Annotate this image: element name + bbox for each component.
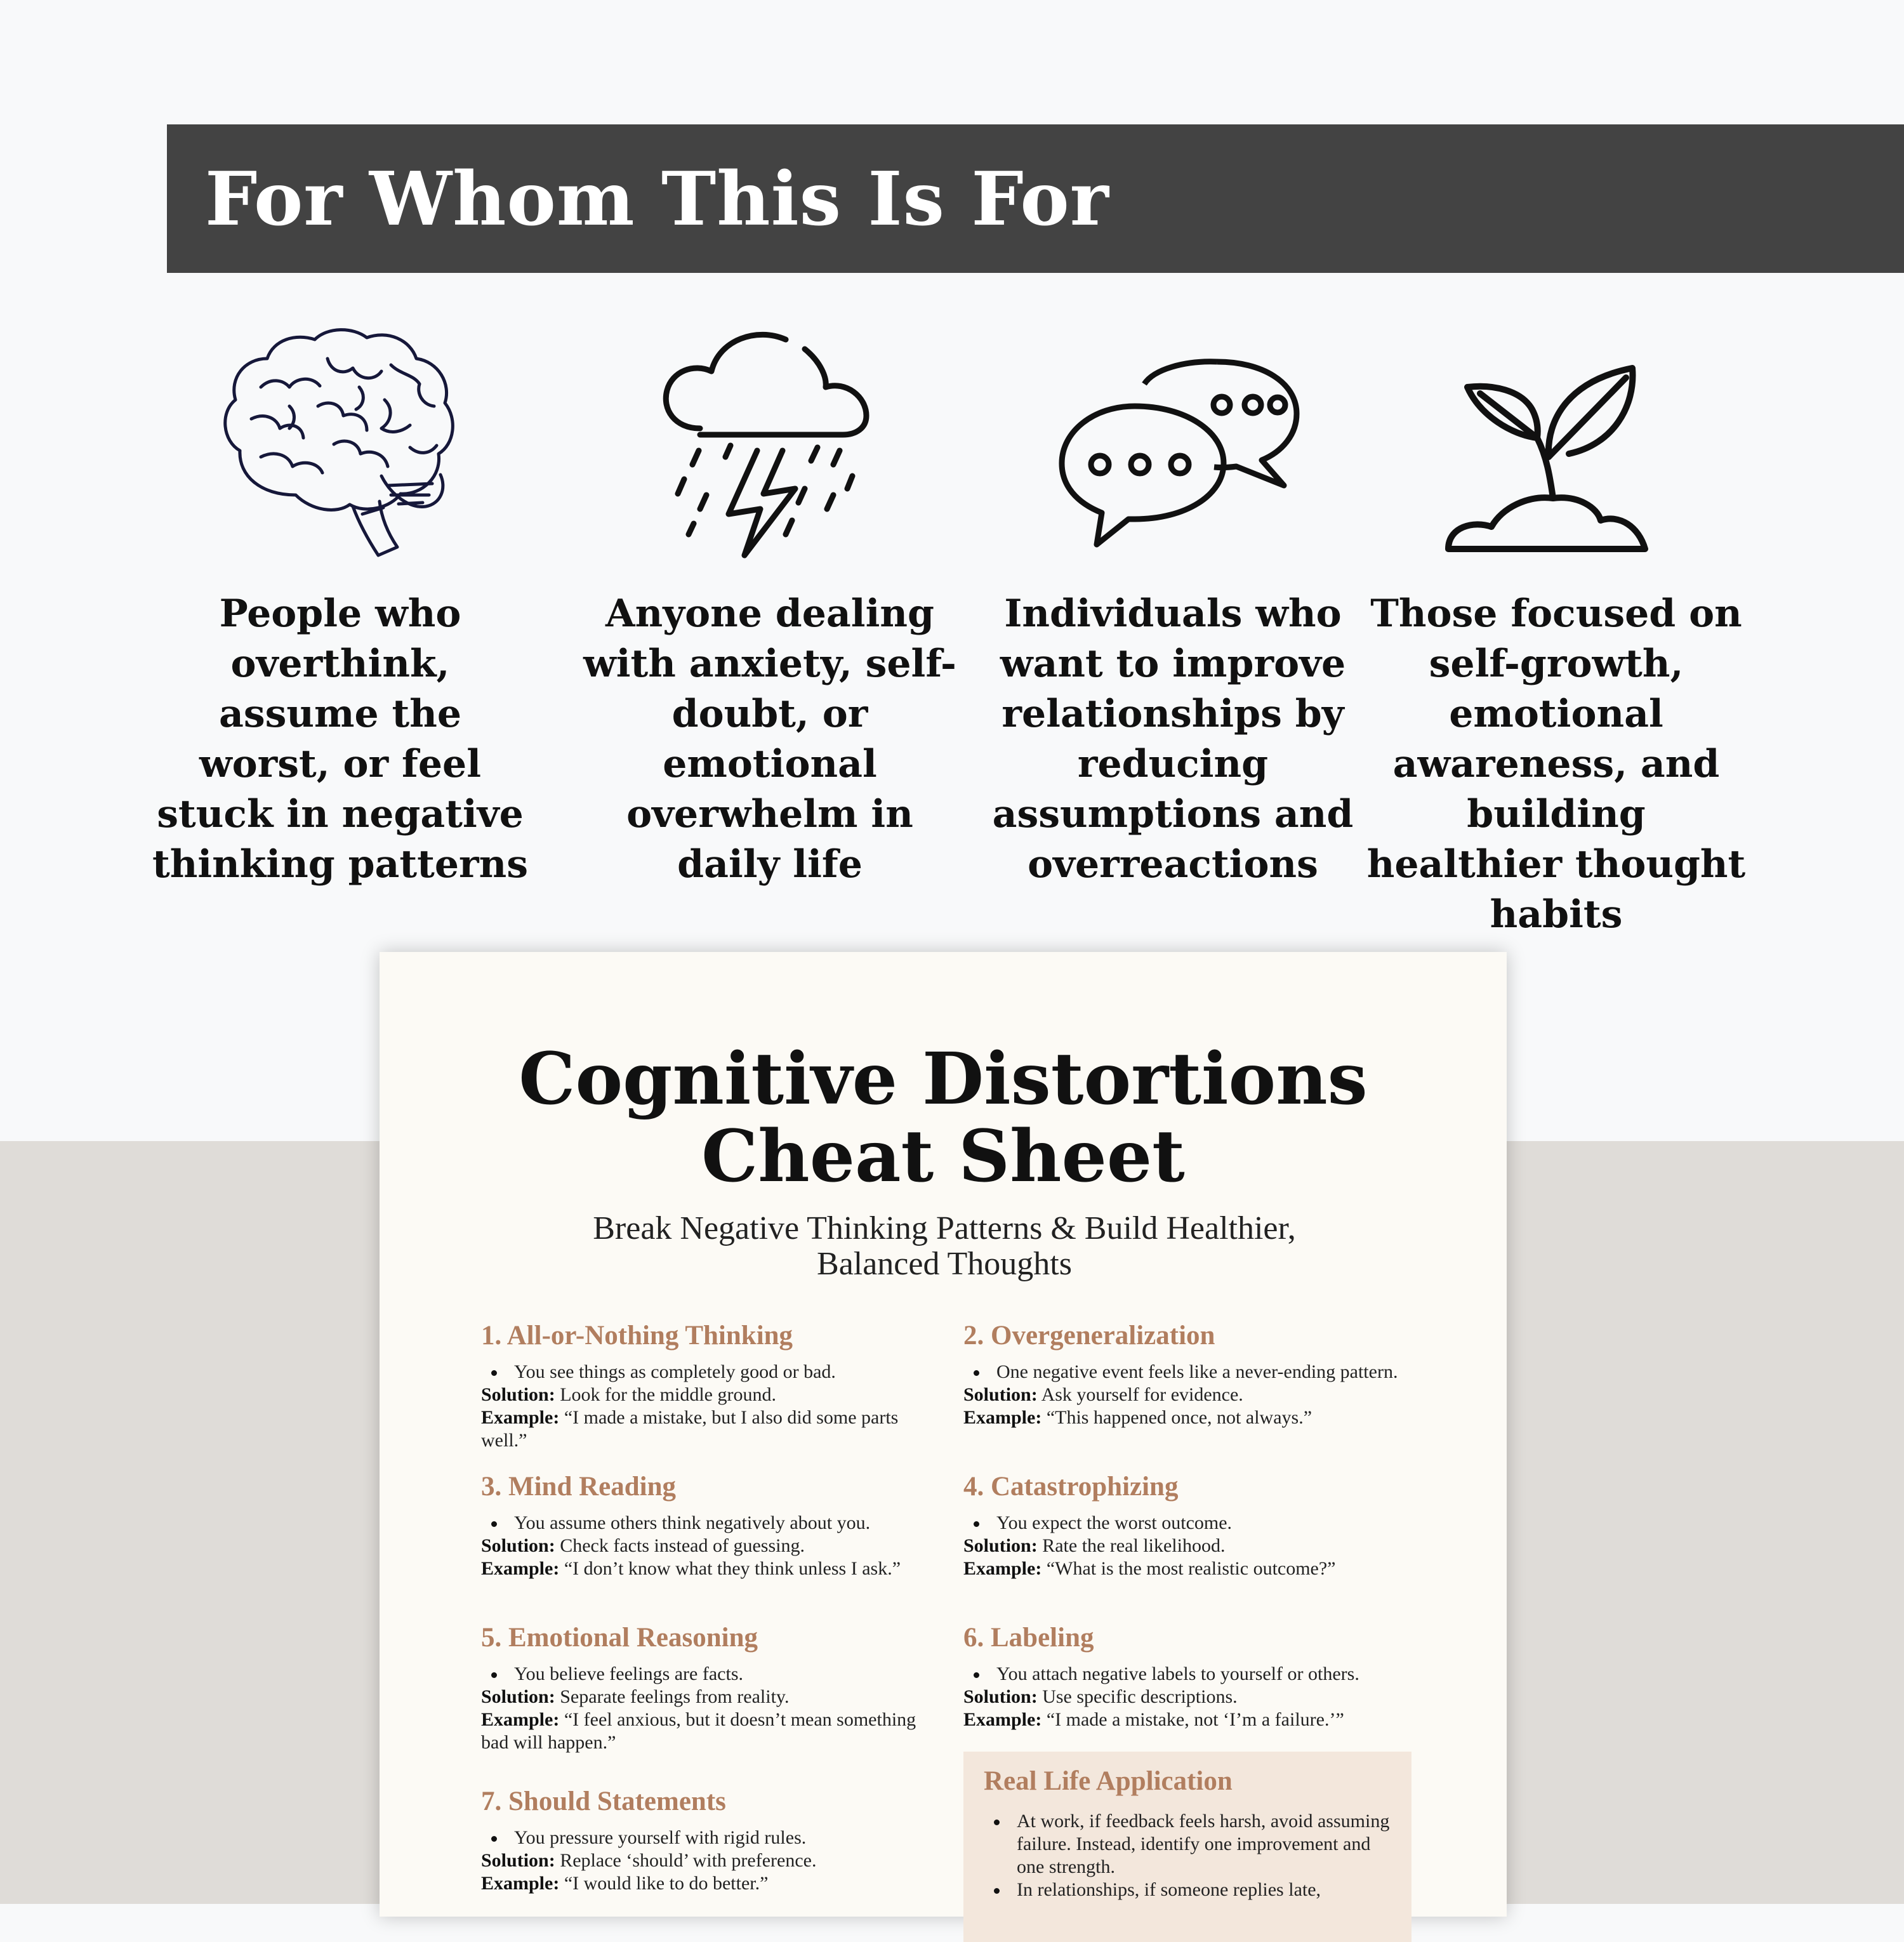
subtitle-line-2: Balanced Thoughts	[817, 1246, 1072, 1282]
section-header-bar	[167, 124, 1904, 273]
audience-text: People who overthink, assume the worst, or feel stuck in negative thinking patterns	[152, 591, 529, 887]
distortion-example: Example: “I made a mistake, but I also did some parts well.”	[481, 1407, 899, 1451]
sprout-icon	[1417, 305, 1696, 571]
application-item: In relationships, if someone replies late,	[984, 1879, 1396, 1901]
audience-item-self-growth	[1366, 305, 1747, 937]
audience-text: Anyone dealing with anxiety, self-doubt, or emotional overwhelm in daily life	[583, 591, 956, 887]
distortion-solution: Solution: Check facts instead of guessing.	[481, 1535, 805, 1556]
distortion-description: You pressure yourself with rigid rules.	[481, 1826, 919, 1849]
real-life-application-box	[963, 1752, 1411, 1942]
distortion-title: 3. Mind Reading	[481, 1472, 677, 1502]
distortion-description: You see things as completely good or bad.	[481, 1361, 919, 1384]
storm-cloud-icon	[630, 305, 909, 571]
distortion-solution: Solution: Look for the middle ground.	[481, 1384, 776, 1405]
audience-item-relationships	[982, 305, 1363, 887]
audience-text: Those focused on self-growth, emotional awareness, and building healthier thought habits	[1366, 591, 1746, 937]
distortion-description: One negative event feels like a never-ending pattern.	[963, 1361, 1401, 1384]
title-line-2: Cheat Sheet	[701, 1115, 1185, 1198]
cheat-sheet-preview	[380, 952, 1507, 1917]
distortion-solution: Solution: Rate the real likelihood.	[963, 1535, 1226, 1556]
distortion-solution: Solution: Replace ‘should’ with preference.	[481, 1850, 817, 1871]
distortion-description: You expect the worst outcome.	[963, 1512, 1401, 1535]
distortion-description: You believe feelings are facts.	[481, 1663, 919, 1686]
distortion-example: Example: “This happened once, not always.”	[963, 1407, 1312, 1428]
distortion-title: 2. Overgeneralization	[963, 1321, 1215, 1351]
distortion-title: 5. Emotional Reasoning	[481, 1623, 758, 1653]
distortion-overgeneralization	[963, 1320, 1401, 1429]
distortion-emotional-reasoning	[481, 1622, 919, 1754]
distortion-labeling	[963, 1622, 1401, 1731]
audience-text: Individuals who want to improve relationships by reducing assumptions and overreactions	[992, 591, 1354, 887]
audience-item-overthinkers	[150, 305, 531, 887]
distortion-title: 4. Catastrophizing	[963, 1472, 1179, 1502]
distortion-should-statements	[481, 1786, 919, 1895]
application-item: At work, if feedback feels harsh, avoid assuming failure. Instead, identify one improvement and one strength.	[984, 1810, 1396, 1879]
distortion-example: Example: “I feel anxious, but it doesn’t mean something bad will happen.”	[481, 1709, 916, 1753]
brain-icon	[201, 305, 480, 571]
distortion-title: 7. Should Statements	[481, 1787, 726, 1816]
cheat-sheet-subtitle	[506, 1211, 1382, 1282]
section-title: For Whom This Is For	[205, 156, 1109, 242]
distortion-example: Example: “What is the most realistic outcome?”	[963, 1558, 1336, 1579]
distortion-solution: Solution: Use specific descriptions.	[963, 1686, 1238, 1707]
application-title: Real Life Application	[984, 1766, 1233, 1796]
audience-item-anxiety	[579, 305, 960, 887]
title-line-1: Cognitive Distortions	[519, 1038, 1368, 1121]
distortion-title: 6. Labeling	[963, 1623, 1094, 1653]
distortion-mind-reading	[481, 1471, 919, 1580]
distortion-title: 1. All-or-Nothing Thinking	[481, 1321, 793, 1351]
distortion-example: Example: “I would like to do better.”	[481, 1873, 769, 1894]
distortion-solution: Solution: Ask yourself for evidence.	[963, 1384, 1243, 1405]
distortion-description: You attach negative labels to yourself or others.	[963, 1663, 1401, 1686]
distortion-example: Example: “I made a mistake, not ‘I’m a failure.’”	[963, 1709, 1344, 1730]
chat-bubbles-icon	[1033, 305, 1312, 571]
distortion-catastrophizing	[963, 1471, 1401, 1580]
distortion-all-or-nothing	[481, 1320, 919, 1452]
subtitle-line-1: Break Negative Thinking Patterns & Build Healthier,	[593, 1210, 1296, 1246]
cheat-sheet-title	[380, 1038, 1507, 1198]
distortion-example: Example: “I don’t know what they think unless I ask.”	[481, 1558, 901, 1579]
distortion-solution: Solution: Separate feelings from reality.	[481, 1686, 790, 1707]
distortion-description: You assume others think negatively about you.	[481, 1512, 919, 1535]
